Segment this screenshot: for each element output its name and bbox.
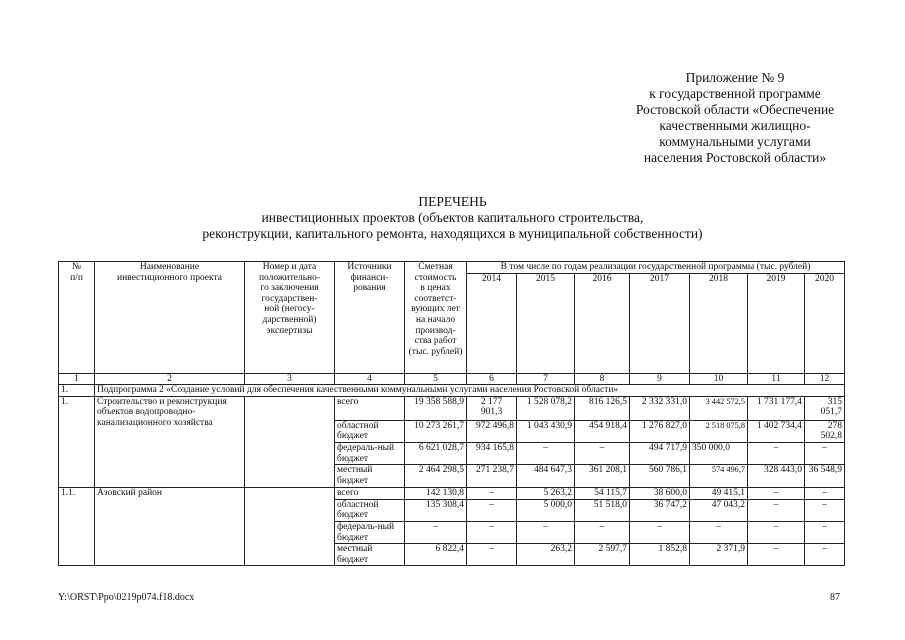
year-cell: 1 276 827,0: [630, 420, 690, 442]
source-cell: всего: [335, 488, 405, 500]
subprogram-num: 1.: [59, 385, 95, 397]
year-cell: –: [805, 499, 845, 521]
year-cell: 1 043 430,9: [517, 420, 575, 442]
year-cell: 816 126,5: [575, 396, 630, 420]
year-cell: 5 000,0: [517, 499, 575, 521]
year-cell: –: [517, 521, 575, 543]
year-cell: 2 371,9: [690, 544, 748, 566]
year-cell: –: [805, 544, 845, 566]
table-row: [59, 488, 845, 500]
appendix-line: Ростовской области «Обеспечение: [635, 102, 835, 117]
year-cell: 484 647,3: [517, 465, 575, 488]
year-cell: 328 443,0: [748, 465, 805, 488]
source-cell: всего: [335, 396, 405, 420]
year-cell: 47 043,2: [690, 499, 748, 521]
header-cost: Сметная стоимость в ценах соответст- вующих лет на начало производ- ства работ (тыс. рублей): [405, 262, 467, 374]
year-cell: –: [805, 488, 845, 500]
appendix-line: к государственной программе: [649, 86, 821, 101]
index-cell: 9: [630, 373, 690, 385]
cost-cell: 6 621 028,7: [405, 442, 467, 464]
cost-cell: 2 464 298,5: [405, 465, 467, 488]
year-cell: –: [467, 544, 517, 566]
subprogram-title: Подпрограмма 2 «Создание условий для обеспечения качественными коммунальными услугами населения Ростовской области»: [95, 385, 845, 397]
header-row: [59, 262, 845, 274]
appendix-line: населения Ростовской области»: [643, 150, 827, 165]
header-year-2017: 2017: [630, 273, 690, 373]
index-cell: 1: [59, 373, 95, 385]
index-cell: 10: [690, 373, 748, 385]
page-number: 87: [830, 592, 840, 603]
footer-file-path: Y:\ORST\Ppo\0219p074.f18.docx: [58, 592, 195, 603]
year-cell: 3 442 572,5: [690, 396, 748, 420]
source-cell: федераль-ный бюджет: [335, 521, 405, 543]
year-cell: 1 852,8: [630, 544, 690, 566]
subprogram-row: [59, 385, 845, 397]
year-cell: –: [467, 499, 517, 521]
year-cell: 1 528 078,2: [517, 396, 575, 420]
project-name: Строительство и реконструкция объектов водопроводно-канализационного хозяйства: [95, 396, 245, 487]
year-cell: 315 051,7: [805, 396, 845, 420]
appendix-line: качественными жилищно-: [659, 118, 811, 133]
cost-cell: 142 130,8: [405, 488, 467, 500]
year-cell: –: [748, 499, 805, 521]
appendix-caption: [560, 70, 905, 166]
project-num: 1.1.: [59, 488, 95, 566]
year-cell: 38 600,0: [630, 488, 690, 500]
year-cell: 5 263,2: [517, 488, 575, 500]
header-year-2018: 2018: [690, 273, 748, 373]
header-years-group: В том числе по годам реализации государственной программы (тыс. рублей): [467, 262, 845, 274]
year-cell: –: [575, 521, 630, 543]
table-row: [59, 396, 845, 420]
index-cell: 7: [517, 373, 575, 385]
year-cell: –: [748, 544, 805, 566]
year-cell: 1 402 734,4: [748, 420, 805, 442]
appendix-line: коммунальными услугами: [659, 134, 811, 149]
index-cell: 6: [467, 373, 517, 385]
header-sources: Источники финанси- рования: [335, 262, 405, 374]
year-cell: –: [748, 442, 805, 464]
year-cell: 494 717,9: [630, 442, 690, 464]
source-cell: областной бюджет: [335, 499, 405, 521]
cost-cell: 6 822,4: [405, 544, 467, 566]
header-year-2015: 2015: [517, 273, 575, 373]
index-cell: 4: [335, 373, 405, 385]
index-cell: 12: [805, 373, 845, 385]
year-cell: 2 177 901,3: [467, 396, 517, 420]
year-cell: 454 918,4: [575, 420, 630, 442]
index-cell: 3: [245, 373, 335, 385]
year-cell: 54 115,7: [575, 488, 630, 500]
index-cell: 5: [405, 373, 467, 385]
source-cell: федераль-ный бюджет: [335, 442, 405, 464]
header-year-2019: 2019: [748, 273, 805, 373]
header-year-2014: 2014: [467, 273, 517, 373]
year-cell: 51 518,0: [575, 499, 630, 521]
year-cell: –: [575, 442, 630, 464]
header-num: № п/п: [59, 262, 95, 374]
year-cell: –: [805, 442, 845, 464]
year-cell: –: [805, 521, 845, 543]
year-cell: 350 000,0: [690, 442, 748, 464]
cost-cell: 10 273 261,7: [405, 420, 467, 442]
year-cell: 278 502,8: [805, 420, 845, 442]
project-expertise: [245, 396, 335, 487]
year-cell: 972 496,8: [467, 420, 517, 442]
year-cell: –: [517, 442, 575, 464]
year-cell: –: [748, 521, 805, 543]
year-cell: –: [467, 521, 517, 543]
year-cell: –: [748, 488, 805, 500]
year-cell: –: [690, 521, 748, 543]
project-name: Азовский район: [95, 488, 245, 566]
project-num: 1.: [59, 396, 95, 487]
year-cell: 263,2: [517, 544, 575, 566]
appendix-line: Приложение № 9: [685, 70, 785, 85]
year-cell: 36 747,2: [630, 499, 690, 521]
document-title: [0, 194, 905, 242]
year-cell: 934 165,8: [467, 442, 517, 464]
project-expertise: [245, 488, 335, 566]
year-cell: 2 597,7: [575, 544, 630, 566]
year-cell: –: [630, 521, 690, 543]
year-cell: 1 731 177,4: [748, 396, 805, 420]
header-year-2020: 2020: [805, 273, 845, 373]
year-cell: 361 208,1: [575, 465, 630, 488]
year-cell: 574 496,7: [690, 465, 748, 488]
year-cell: –: [467, 488, 517, 500]
year-cell: 49 415,1: [690, 488, 748, 500]
year-cell: 2 332 331,0: [630, 396, 690, 420]
column-index-row: [59, 373, 845, 385]
cost-cell: –: [405, 521, 467, 543]
source-cell: местный бюджет: [335, 465, 405, 488]
title-line-1: инвестиционных проектов (объектов капитального строительства,: [261, 210, 644, 225]
header-year-2016: 2016: [575, 273, 630, 373]
title-line-2: реконструкции, капитального ремонта, находящихся в муниципальной собственности): [202, 226, 703, 241]
year-cell: 2 518 075,8: [690, 420, 748, 442]
cost-cell: 19 358 588,9: [405, 396, 467, 420]
header-name: Наименование инвестиционного проекта: [95, 262, 245, 374]
index-cell: 8: [575, 373, 630, 385]
source-cell: областной бюджет: [335, 420, 405, 442]
index-cell: 2: [95, 373, 245, 385]
year-cell: 560 786,1: [630, 465, 690, 488]
cost-cell: 135 308,4: [405, 499, 467, 521]
year-cell: 271 238,7: [467, 465, 517, 488]
index-cell: 11: [748, 373, 805, 385]
investment-projects-table: [58, 261, 845, 566]
year-cell: 36 548,9: [805, 465, 845, 488]
header-expertise: Номер и дата положительно- го заключения государствен- ной (негосу- дарственной) экспертизы: [245, 262, 335, 374]
source-cell: местный бюджет: [335, 544, 405, 566]
title-heading: ПЕРЕЧЕНЬ: [418, 194, 487, 209]
